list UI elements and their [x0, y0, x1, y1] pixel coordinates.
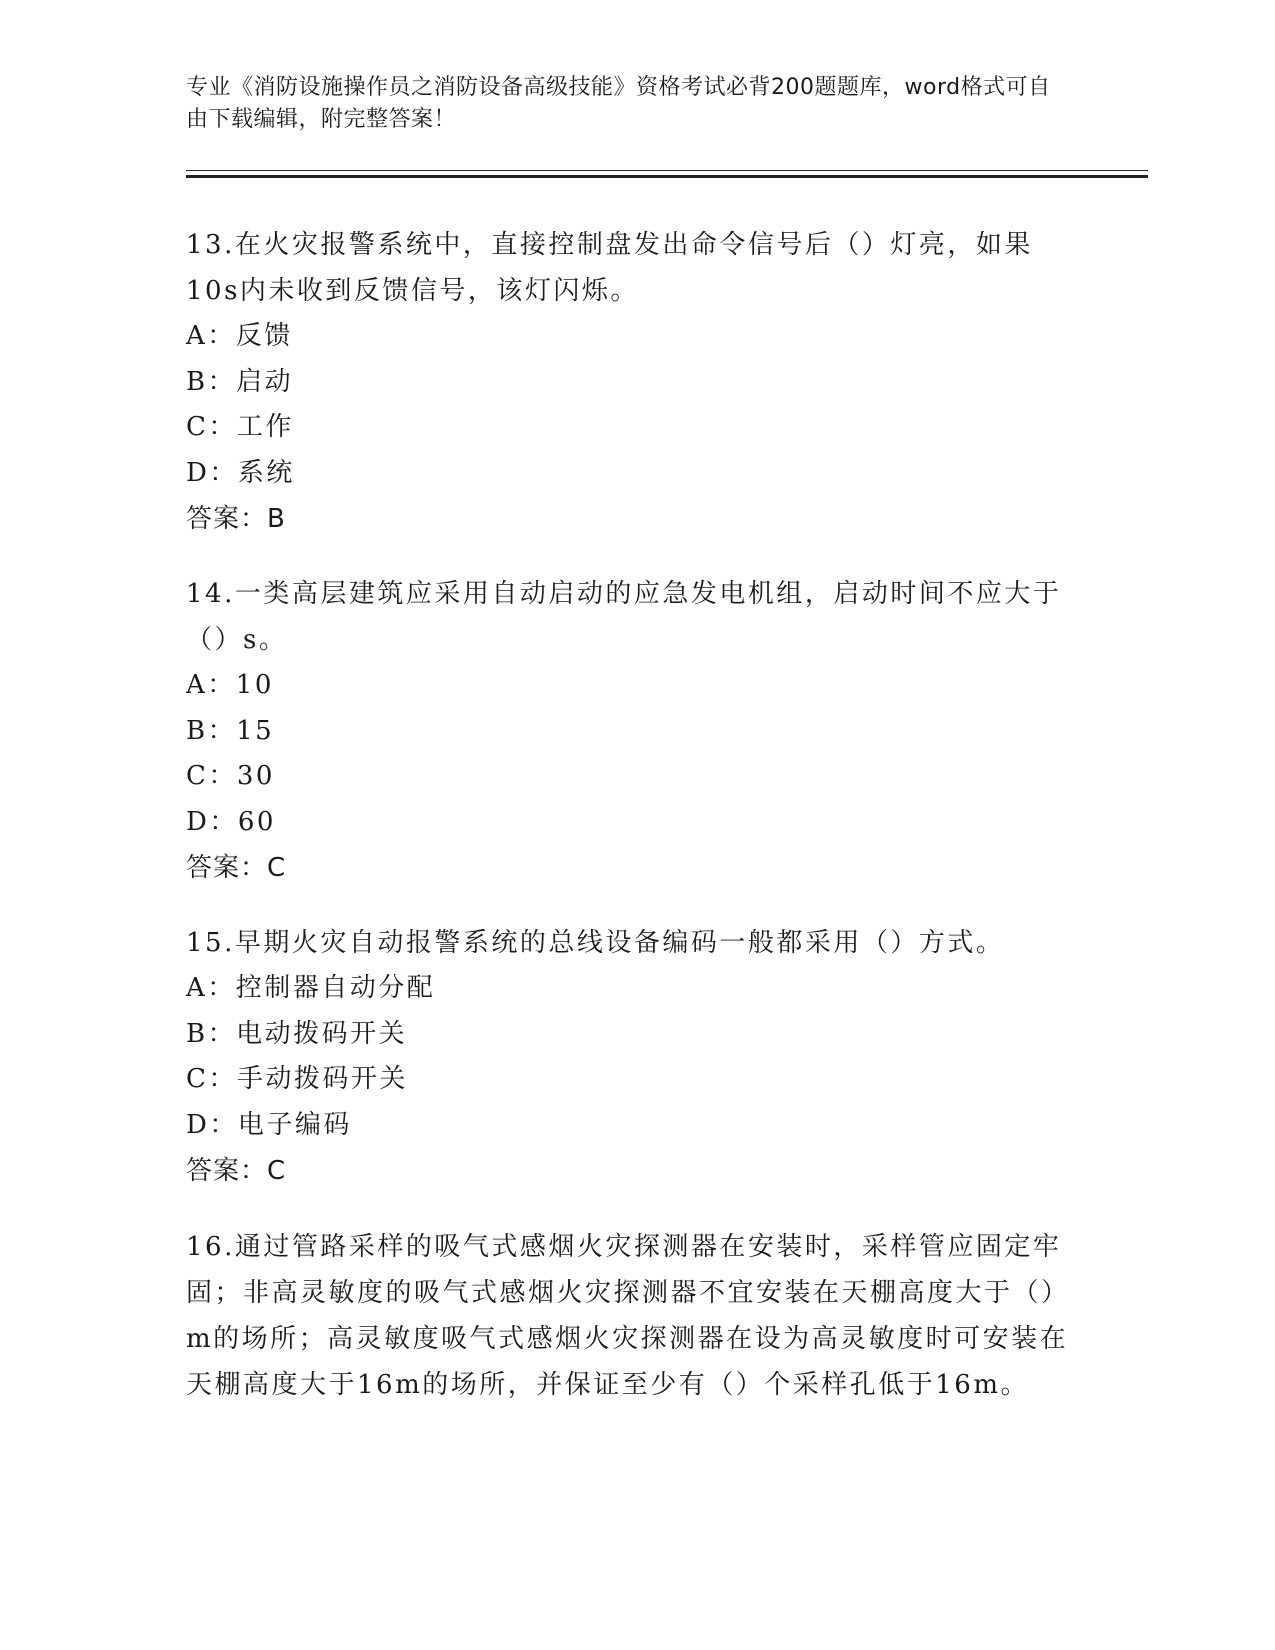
option-d: D：系统 [186, 457, 295, 488]
option-d: D：电子编码 [186, 1109, 352, 1140]
question-16 [186, 1224, 1086, 1408]
document-header: 专业《消防设施操作员之消防设备高级技能》资格考试必背200题题库，word格式可自由下载编辑，附完整答案！ [186, 75, 1051, 132]
answer: 答案：B [186, 504, 286, 534]
question-text: 13.在火灾报警系统中，直接控制盘发出命令信号后（）灯亮，如果10s内未收到反馈信号，该灯闪烁。 [186, 230, 1033, 306]
option-b: B：15 [186, 715, 275, 746]
option-c: C：30 [186, 761, 275, 791]
question-14 [186, 571, 1086, 891]
answer: 答案：C [186, 1156, 287, 1186]
question-text: 15.早期火灾自动报警系统的总线设备编码一般都采用（）方式。 [186, 928, 1005, 958]
question-text: 14.一类高层建筑应采用自动启动的应急发电机组，启动时间不应大于（）s。 [186, 579, 1062, 655]
option-d: D：60 [186, 806, 276, 837]
header-divider-thin [186, 170, 1148, 171]
option-c: C：工作 [186, 412, 294, 442]
option-a: A：控制器自动分配 [186, 973, 436, 1003]
question-text: 16.通过管路采样的吸气式感烟火灾探测器在安装时，采样管应固定牢固；非高灵敏度的吸气式感烟火灾探测器不宜安装在天棚高度大于（）m的场所；高灵敏度吸气式感烟火灾探测器在设为高灵敏度时可安装在天棚高度大于16m的场所，并保证至少有（）个采样孔低于16m。 [186, 1232, 1070, 1400]
option-c: C：手动拨码开关 [186, 1064, 408, 1094]
option-b: B：电动拨码开关 [186, 1018, 408, 1049]
answer: 答案：C [186, 853, 287, 883]
question-13 [186, 222, 1086, 542]
option-a: A：10 [186, 670, 274, 700]
option-a: A：反馈 [186, 321, 293, 351]
header-divider-thick [186, 175, 1148, 178]
option-b: B：启动 [186, 366, 294, 397]
question-15 [186, 920, 1086, 1194]
